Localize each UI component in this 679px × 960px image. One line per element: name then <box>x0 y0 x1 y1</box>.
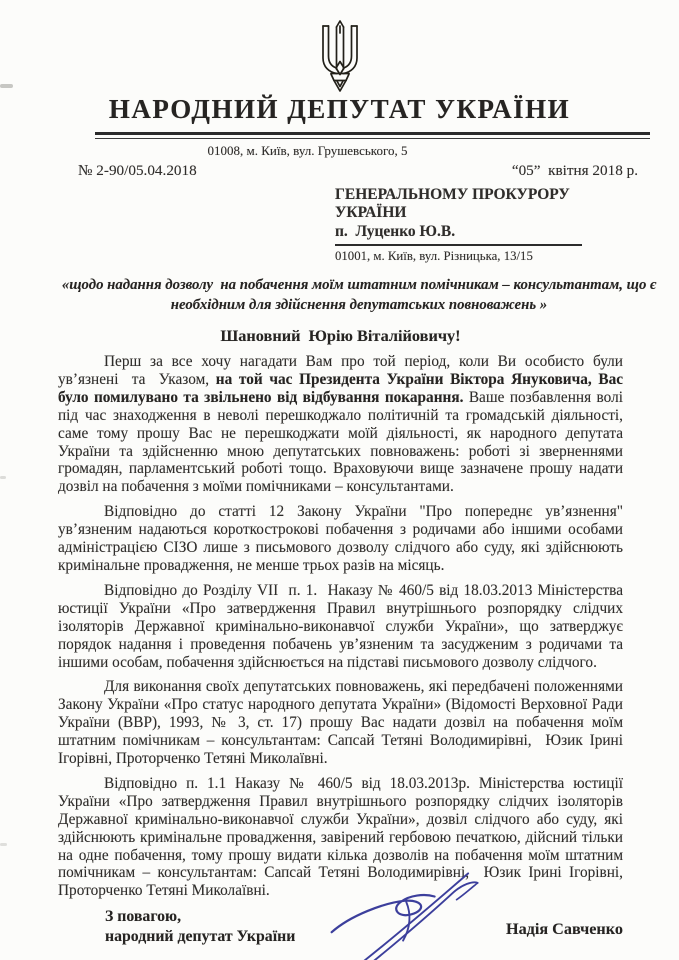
signatory-name: Надія Савченко <box>506 920 623 939</box>
paragraph-1-text-cont: Ваше позбавлення волі під час знаходження в неволі перешкоджало політичній та громадській діяльності, саме тому прошу Вас не перешкоджати моїй діяльності, як народного депутата України та здійсненню мною депутатських повноважень: роботі зі зверненнями громадян, парламентський роботі тощо. Враховуючи вище зазначене прошу надати дозвіл на побачення з моїми помічниками – консультантами. <box>58 388 623 496</box>
addressee-title-line1: ГЕНЕРАЛЬНОМУ ПРОКУРОРУ <box>335 185 570 203</box>
reference-row <box>0 162 679 180</box>
paragraph-3: Відповідно до Розділу VII п. 1. Наказу № 460/5 від 18.03.2013 Міністерства юстиції України «Про затвердження Правил внутрішнього розпорядку слідчих ізоляторів Державної кримінально-виконавчої служби України», що затверджує порядок надання і проведення побачень ув’язненим та засудженим з родичами та іншими особам, побачення здійснюється на підставі письмового дозволу слідчого. <box>58 581 623 671</box>
office-address: 01008, м. Київ, вул. Грушевського, 5 <box>207 142 408 158</box>
closing-line-1: З повагою, <box>105 908 182 926</box>
ref-number: № 2-90/05.04.2018 <box>78 161 197 179</box>
paragraph-1-bold-text: на той час Президента України Віктора Януковича, Вас було помилувано та звільнено від відбування покарання. <box>58 370 624 406</box>
ukraine-trident-icon <box>318 20 362 92</box>
recipient-name: п. Луценко Ю.В. <box>335 223 582 247</box>
handwritten-signature-icon <box>323 865 481 960</box>
closing-line-2: народний депутат України <box>105 928 296 946</box>
letterhead-title: НАРОДНИЙ ДЕПУТАТ УКРАЇНИ <box>108 94 571 124</box>
salutation: Шановний Юрію Віталійовичу! <box>220 326 461 345</box>
paragraph-4: Для виконання своїх депутатських повноважень, які передбачені положеннями Закону України «Про статус народного депутата України» (Відомості Верховної Ради України (ВВР), 1993, № 3, ст. 17) прошу Вас надати дозвіл на побачення моїм штатним помічникам – консультантам: Сапсай Тетяні Володимирівні, Юзик Ірині Ігорівні, Проторченко Тетяні Миколаївні. <box>58 678 623 768</box>
scan-artifact <box>0 84 13 88</box>
recipient-address: 01001, м. Київ, вул. Різницька, 13/15 <box>335 249 533 263</box>
addressee-block <box>335 186 582 265</box>
letter-body <box>58 353 623 900</box>
letter-content <box>0 276 679 960</box>
paragraph-1 <box>58 353 623 496</box>
scan-artifact <box>0 476 6 479</box>
letterhead-divider <box>95 132 650 139</box>
scan-artifact <box>0 843 7 846</box>
subject-line: «щодо надання дозволу на побачення моїм штатним помічникам – консультантам, що є необхідним для здійснення депутатських повноважень » <box>61 277 657 313</box>
signoff-block <box>58 907 623 960</box>
letter-date: “05” квітня 2018 р. <box>511 161 638 179</box>
paragraph-1-text: Перш за все хочу нагадати Вам про той період, коли Ви особисто були ув’язнені та Указом, <box>58 353 623 388</box>
paragraph-2: Відповідно до статті 12 Закону України "Про попереднє ув’язнення" ув’язненим надаються короткострокові побачення з родичами або іншими особами адміністрацією СІЗО лише з письмового дозволу слідчого або суду, які здійснюють кримінальне провадження, не менше трьох разів на місяць. <box>58 503 623 574</box>
paragraph-5: Відповідно п. 1.1 Наказу № 460/5 від 18.03.2013р. Міністерства юстиції України «Про затвердження Правил внутрішнього розпорядку слідчих ізоляторів Державної кримінально-виконавчої служби України», дозвіл слідчого або суду, які здійснюють кримінальне провадження, завірений гербовою печаткою, дійсний тільки на одне побачення, тому прошу видати кілька дозволів на побачення моїм штатним помічникам – консультантам: Сапсай Тетяні Володимирівні, Юзик Ірині Ігорівні, Проторченко Тетяні Миколаївні. <box>58 774 623 900</box>
addressee-title-line2: УКРАЇНИ <box>335 204 407 221</box>
